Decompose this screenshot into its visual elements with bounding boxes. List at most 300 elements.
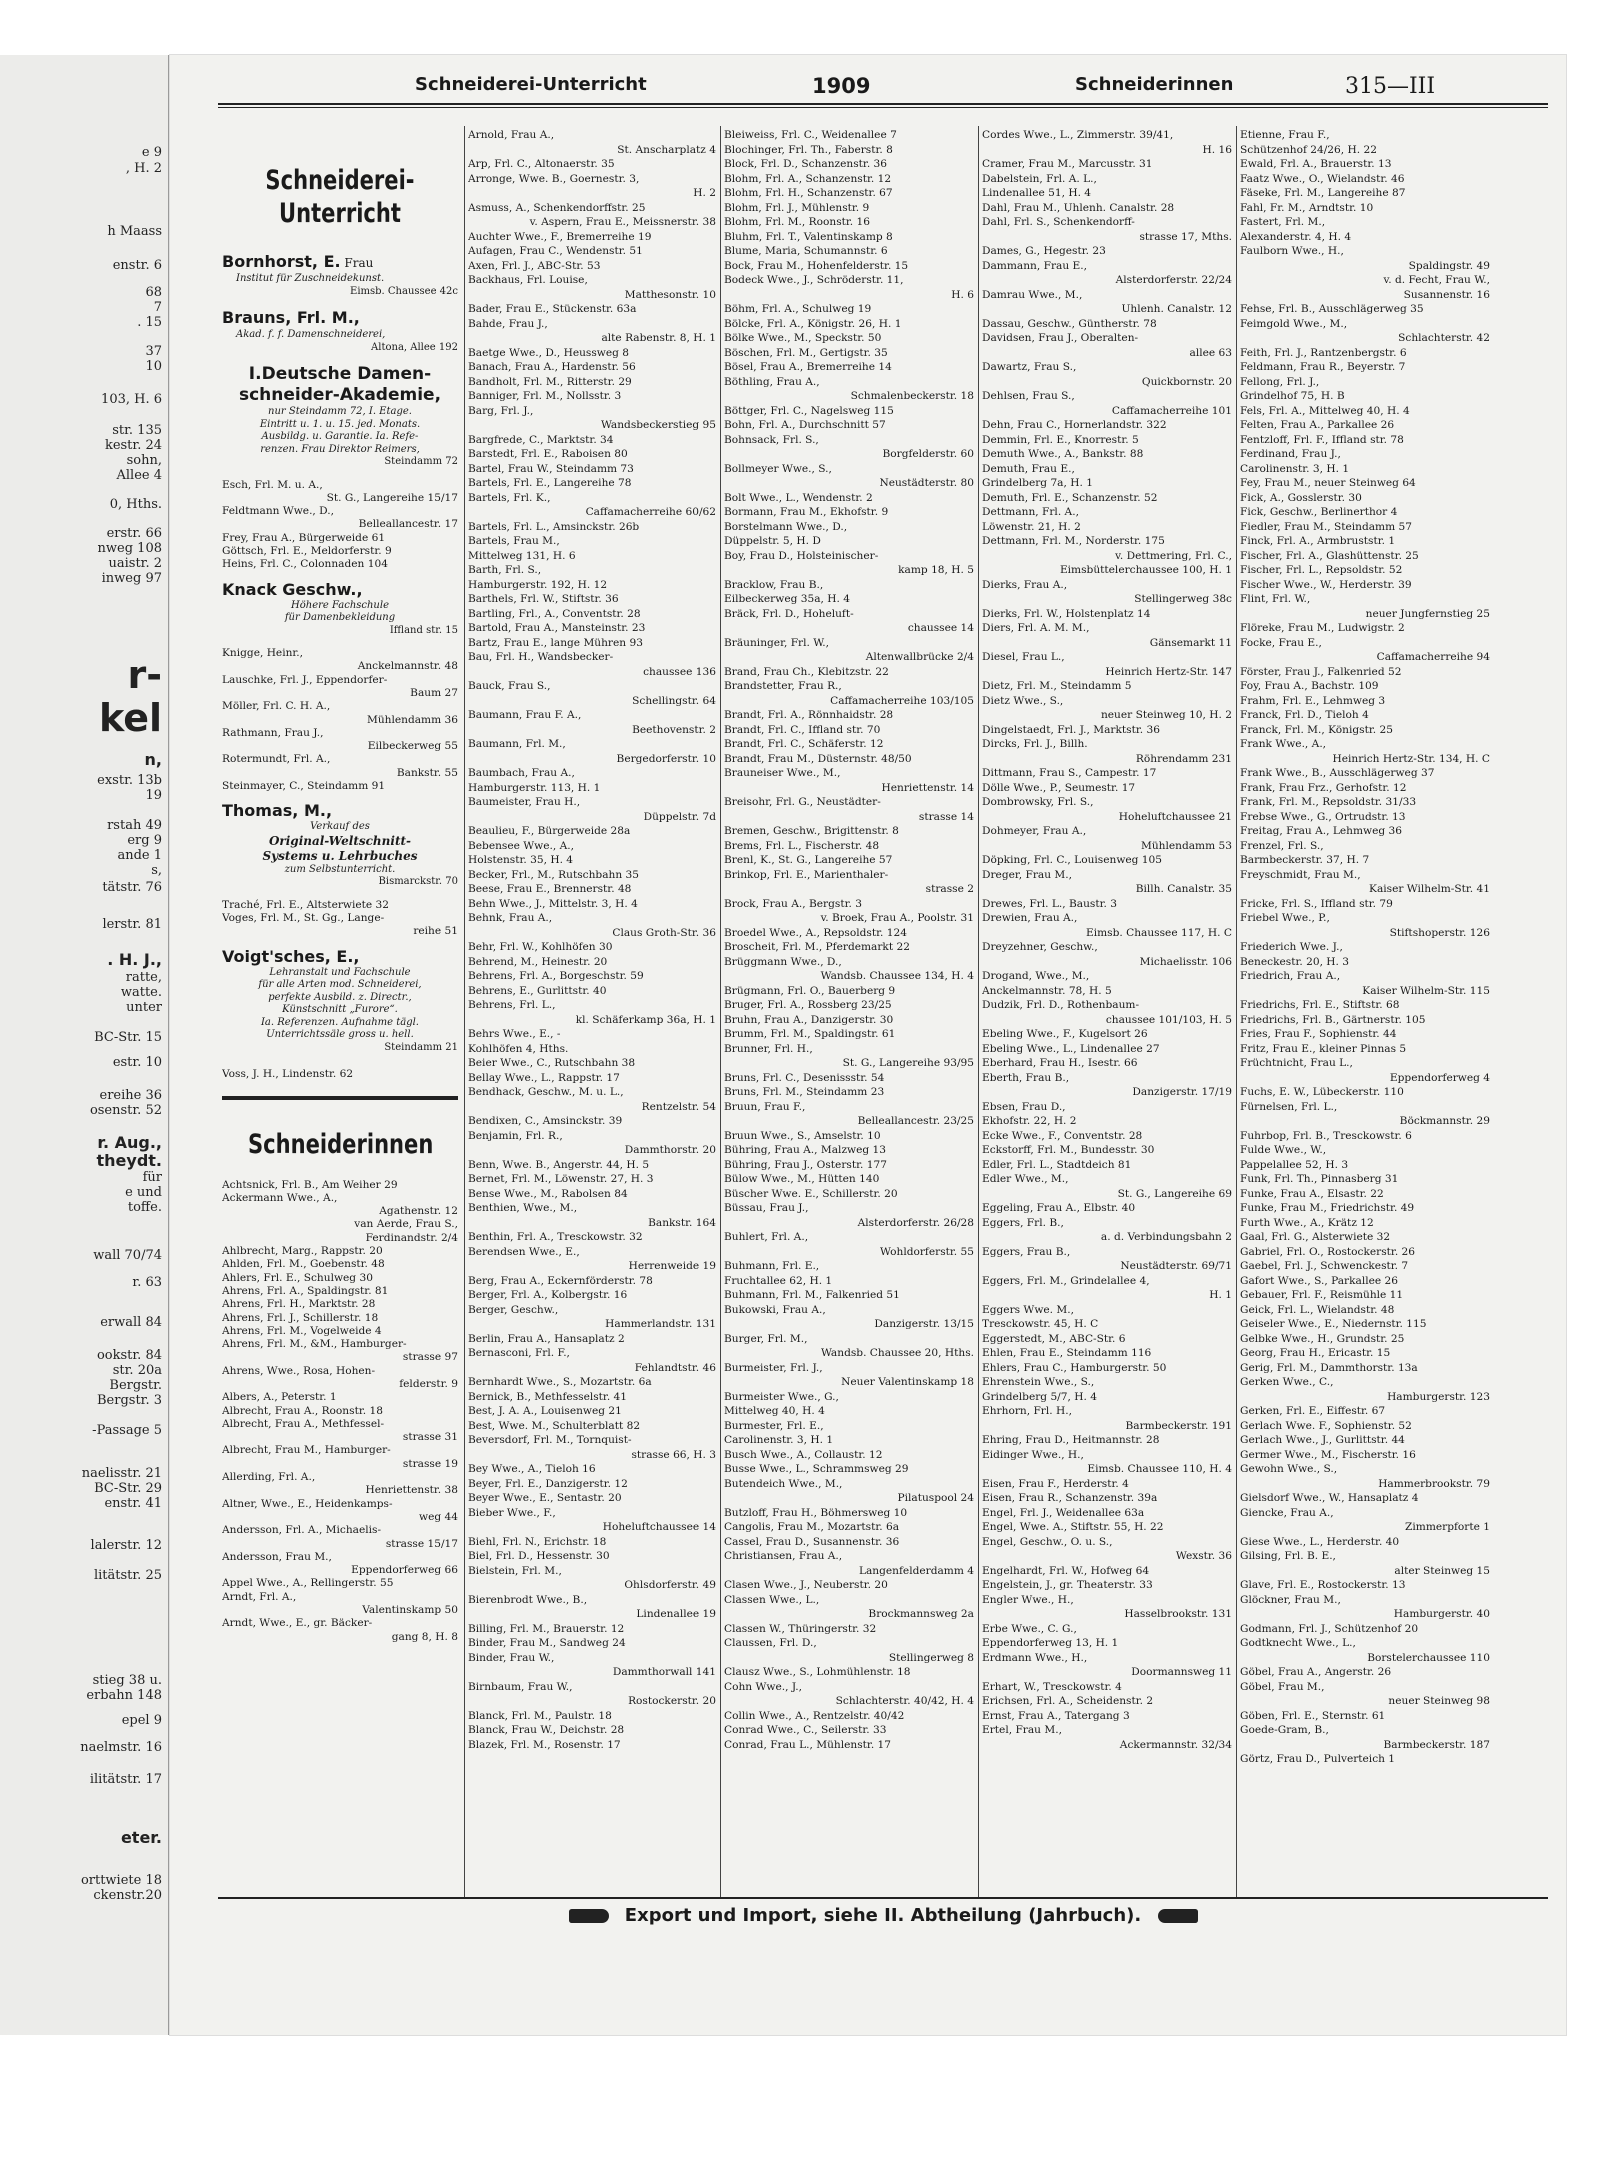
directory-entry: Claussen, Frl. D.,	[724, 1637, 817, 1649]
directory-entry: Blohm, Frl. H., Schanzenstr. 67	[724, 187, 893, 199]
directory-entry: Georg, Frau H., Ericastr. 15	[1240, 1347, 1391, 1359]
directory-entry: Bruun, Frau F.,	[724, 1100, 806, 1113]
pointing-hand-right-icon	[569, 1909, 609, 1923]
directory-entry: Eggeling, Frau A., Elbstr. 40	[982, 1202, 1136, 1214]
directory-entry: Drogand, Wwe., M.,	[982, 970, 1090, 982]
directory-entry: Hamburgerstr. 113, H. 1	[468, 781, 601, 794]
prev-page-fragment: str. 20a	[112, 1363, 162, 1378]
prev-page-fragment: 37	[145, 344, 162, 359]
directory-entry: Fastert, Frl. M.,	[1240, 216, 1326, 228]
directory-entry: v. d. Fecht, Frau W.,	[1383, 274, 1490, 286]
footer-rule	[218, 1897, 1548, 1899]
directory-entry: Bartels, Frl. K.,	[468, 491, 551, 504]
directory-entry: Fehlandtstr. 46	[634, 1361, 716, 1374]
advert-line: für Damenbekleidung	[284, 612, 396, 624]
advert-line: Iffland str. 15	[389, 624, 458, 636]
directory-entry: Danzigerstr. 17/19	[1132, 1086, 1232, 1098]
directory-entry: Bollmeyer Wwe., S.,	[724, 462, 832, 475]
directory-entry: Feldmann, Frau R., Beyerstr. 7	[1240, 361, 1406, 373]
directory-entry: Belleallancestr. 23/25	[857, 1115, 974, 1127]
directory-entry: Fick, A., Gosslerstr. 30	[1240, 491, 1362, 504]
directory-entry: Friebel Wwe., P.,	[1240, 912, 1330, 924]
header-rule	[218, 103, 1548, 105]
directory-entry: Dettmann, Frl. A.,	[982, 506, 1079, 518]
directory-entry: Berendsen Wwe., E.,	[468, 1245, 580, 1258]
directory-entry: Bau, Frl. H., Wandsbecker-	[468, 651, 614, 663]
directory-entry: Demuth, Frl. E., Schanzenstr. 52	[982, 491, 1158, 504]
directory-entry: Wohldorferstr. 55	[879, 1245, 974, 1258]
directory-entry: strasse 14	[918, 810, 974, 823]
directory-entry: Wandsb. Chaussee 20, Hths.	[820, 1347, 974, 1359]
directory-entry: Beaulieu, F., Bürgerweide 28a	[468, 825, 631, 837]
prev-page-fragment: toffe.	[127, 1200, 162, 1215]
directory-entry: Blanck, Frau W., Deichstr. 28	[468, 1724, 625, 1736]
directory-entry: Frebse Wwe., G., Ortrudstr. 13	[1240, 810, 1406, 823]
directory-entry: Baumeister, Frau H.,	[468, 796, 581, 808]
directory-entry: weg 44	[419, 1510, 458, 1523]
directory-entry: Rathmann, Frau J.,	[222, 726, 324, 739]
directory-entry: Eggers, Frl. M., Grindelallee 4,	[982, 1274, 1150, 1287]
directory-entry: Göbel, Frau A., Angerstr. 26	[1240, 1666, 1392, 1678]
directory-entry: Ahrens, Frl. A., Spaldingstr. 81	[222, 1284, 389, 1297]
directory-entry: Fruchtallee 62, H. 1	[724, 1274, 833, 1287]
directory-entry: Classen W., Thüringerstr. 32	[724, 1622, 877, 1635]
directory-entry: Frank Wwe., B., Ausschlägerweg 37	[1240, 767, 1435, 779]
advert-line: Altona, Allee 192	[371, 341, 458, 353]
directory-entry: Eppendorferweg 13, H. 1	[982, 1637, 1119, 1649]
pointing-hand-left-icon	[1158, 1909, 1198, 1923]
directory-entry: Eisen, Frau R., Schanzenstr. 39a	[982, 1492, 1158, 1504]
directory-entry: Bartels, Frl. E., Langereihe 78	[468, 477, 632, 489]
directory-entry: Düppelstr. 5, H. D	[724, 535, 821, 547]
directory-entry: H. 2	[693, 187, 716, 199]
directory-entry: Benjamin, Frl. R.,	[468, 1129, 563, 1142]
directory-entry: Ertel, Frau M.,	[982, 1724, 1062, 1736]
directory-entry: Gafort Wwe., S., Parkallee 26	[1240, 1274, 1399, 1287]
prev-page-fragment: . H. J.,	[107, 950, 162, 969]
directory-entry: Bendixen, C., Amsinckstr. 39	[468, 1115, 623, 1127]
directory-entry: chaussee 136	[643, 665, 716, 678]
directory-entry: St. Anscharplatz 4	[617, 143, 716, 156]
directory-entry: Bierenbrodt Wwe., B.,	[468, 1593, 588, 1606]
directory-entry: Barg, Frl. J.,	[468, 404, 534, 417]
directory-entry: Franck, Frl. D., Tieloh 4	[1240, 709, 1369, 721]
directory-entry: Göbel, Frau M.,	[1240, 1680, 1325, 1693]
directory-entry: Böckmannstr. 29	[1399, 1115, 1490, 1127]
advert-name-suffix: Frau	[340, 256, 374, 270]
directory-entry: Fiedler, Frau M., Steindamm 57	[1240, 520, 1412, 533]
directory-entry: strasse 97	[402, 1351, 458, 1364]
directory-entry: reihe 51	[413, 925, 458, 938]
prev-page-fragment: wall 70/74	[93, 1248, 162, 1263]
directory-entry: Eilbeckerweg 35a, H. 4	[724, 593, 850, 605]
prev-page-fragment: sohn,	[126, 453, 162, 468]
directory-entry: Barmbeckerstr. 37, H. 7	[1240, 854, 1370, 866]
directory-entry: Ahlbrecht, Marg., Rappstr. 20	[222, 1245, 383, 1258]
directory-entry: Büscher Wwe. E., Schillerstr. 20	[724, 1187, 898, 1200]
directory-entry: Friedrichs, Frl. E., Stiftstr. 68	[1240, 999, 1400, 1011]
prev-page-fragment: estr. 10	[112, 1055, 162, 1070]
directory-entry: Barmbeckerstr. 187	[1383, 1738, 1490, 1751]
directory-entry: Ernst, Frau A., Tatergang 3	[982, 1709, 1130, 1722]
directory-entry: Eggerstedt, M., ABC-Str. 6	[982, 1332, 1126, 1345]
prev-page-fragment: e 9	[141, 145, 162, 160]
directory-entry: Behrens, Frl. A., Borgeschstr. 59	[468, 970, 644, 982]
directory-entry: Rostockerstr. 20	[628, 1695, 716, 1707]
directory-entry: v. Dettmering, Frl. C.,	[1115, 549, 1232, 562]
directory-entry: Furth Wwe., A., Krätz 12	[1240, 1216, 1374, 1229]
directory-entry: Ewald, Frl. A., Brauerstr. 13	[1240, 158, 1392, 170]
directory-entry: Alsterdorferstr. 26/28	[857, 1216, 974, 1229]
prev-page-fragment: 68	[145, 285, 162, 300]
directory-entry: Gerig, Frl. M., Dammthorstr. 13a	[1240, 1361, 1418, 1374]
directory-entry: Ahrens, Frl. H., Marktstr. 28	[222, 1298, 376, 1311]
prev-page-fragment: kel	[98, 696, 162, 740]
directory-entry: Busch Wwe., A., Collaustr. 12	[724, 1448, 883, 1461]
directory-entry: Beversdorf, Frl. M., Tornquist-	[468, 1434, 632, 1446]
directory-entry: Heinrich Hertz-Str. 134, H. C	[1332, 752, 1490, 765]
directory-entry: Bolt Wwe., L., Wendenstr. 2	[724, 491, 873, 504]
directory-entry: Engel, Wwe. A., Stiftstr. 55, H. 22	[982, 1521, 1164, 1533]
directory-entry: Frank, Frau Frz., Gerhofstr. 12	[1240, 781, 1407, 794]
directory-entry: Carolinenstr. 3, H. 1	[1240, 462, 1350, 475]
prev-page-fragment: uaistr. 2	[108, 556, 162, 571]
directory-entry: Blohm, Frl. A., Schanzenstr. 12	[724, 172, 892, 185]
directory-entry: strasse 31	[402, 1431, 458, 1444]
directory-entry: Funke, Frau M., Friedrichstr. 49	[1240, 1202, 1415, 1214]
directory-entry: Birnbaum, Frau W.,	[468, 1680, 573, 1693]
directory-entry: Brems, Frl. L., Fischerstr. 48	[724, 839, 880, 852]
directory-entry: Bruger, Frl. A., Rossberg 23/25	[724, 999, 892, 1011]
column-1-schneiderei-unterricht	[222, 128, 458, 1898]
directory-entry: Fuchs, E. W., Lübeckerstr. 110	[1240, 1086, 1404, 1098]
directory-entry: Förster, Frau J., Falkenried 52	[1240, 665, 1402, 678]
directory-entry: Eppendorferweg 66	[351, 1564, 458, 1577]
directory-entry: Edler Wwe., M.,	[982, 1173, 1069, 1185]
directory-entry: Mittelweg 131, H. 6	[468, 549, 576, 562]
directory-entry: Holstenstr. 35, H. 4	[468, 854, 574, 866]
directory-entry: Pilatuspool 24	[897, 1492, 974, 1504]
directory-entry: Feimgold Wwe., M.,	[1240, 317, 1348, 330]
prev-page-fragment: 0, Hths.	[109, 497, 162, 512]
directory-entry: Ecke Wwe., F., Conventstr. 28	[982, 1129, 1143, 1142]
advert-line: zum Selbstunterricht.	[284, 863, 396, 875]
column-divider	[978, 126, 979, 1898]
directory-entry: Bartels, Frau M.,	[468, 535, 560, 547]
directory-entry: Gewohn Wwe., S.,	[1240, 1463, 1338, 1475]
directory-entry: Bodeck Wwe., J., Schröderstr. 11,	[724, 274, 904, 286]
directory-entry: Bruhn, Frau A., Danzigerstr. 30	[724, 1013, 894, 1026]
directory-entry: Beyer Wwe., E., Sentastr. 20	[468, 1492, 622, 1504]
advert-block	[222, 252, 458, 298]
prev-page-fragment: stieg 38 u.	[92, 1673, 162, 1688]
directory-entry: Bösel, Frau A., Bremerreihe 14	[724, 361, 892, 373]
directory-entry: Gelbke Wwe., H., Grundstr. 25	[1240, 1332, 1405, 1345]
prev-page-fragment: ookstr. 84	[96, 1348, 162, 1363]
prev-page-fragment: nweg 108	[97, 541, 162, 556]
directory-entry: Behnk, Frau A.,	[468, 912, 553, 924]
directory-entry: Bargfrede, C., Marktstr. 34	[468, 433, 614, 446]
directory-entry: Ekhofstr. 22, H. 2	[982, 1115, 1077, 1127]
directory-entry: felderstr. 9	[399, 1377, 458, 1390]
directory-entry: Beneckestr. 20, H. 3	[1240, 955, 1350, 968]
directory-entry: Arnold, Frau A.,	[468, 129, 555, 141]
directory-entry: Kohlhöfen 4, Hths.	[468, 1042, 569, 1055]
directory-entry: Geiseler Wwe., E., Niedernstr. 115	[1240, 1318, 1427, 1330]
directory-entry: Eberth, Frau B.,	[982, 1071, 1070, 1084]
directory-entry: St. G., Langereihe 93/95	[842, 1057, 974, 1069]
directory-entry: Eggers, Frl. B.,	[982, 1216, 1064, 1229]
advert-voigt	[222, 947, 458, 1055]
directory-entry: Albrecht, Frau A., Roonstr. 18	[222, 1404, 383, 1417]
directory-entry: Ackermannstr. 32/34	[1119, 1738, 1232, 1751]
directory-entry: Drewien, Frau A.,	[982, 912, 1078, 924]
directory-entry: Ebeling Wwe., L., Lindenallee 27	[982, 1042, 1160, 1055]
directory-entry: Butzloff, Frau H., Böhmersweg 10	[724, 1506, 908, 1519]
directory-entry: Ahrens, Wwe., Rosa, Hohen-	[222, 1364, 376, 1377]
directory-entry: Buhmann, Frl. E.,	[724, 1260, 820, 1272]
directory-entry: Uhlenh. Canalstr. 12	[1121, 303, 1232, 315]
directory-entry: Frenzel, Frl. S.,	[1240, 839, 1324, 852]
directory-entry: Giencke, Frau A.,	[1240, 1506, 1334, 1519]
directory-entry: Caffamacherreihe 103/105	[830, 694, 974, 707]
directory-entry: Christiansen, Frau A.,	[724, 1550, 843, 1562]
prev-page-fragment: lerstr. 81	[102, 917, 162, 932]
directory-entry: Stellingerweg 8	[888, 1651, 974, 1664]
directory-entry: Kaiser Wilhelm-Str. 41	[1369, 883, 1490, 895]
directory-entry: Dietz Wwe., S.,	[982, 694, 1064, 707]
directory-entry: Lindenallee 19	[636, 1608, 716, 1620]
section-title-schneiderinnen: Schneiderinnen	[247, 1128, 434, 1160]
directory-entry: Gerken, Frl. E., Eiffestr. 67	[1240, 1405, 1386, 1417]
directory-entry: Valentinskamp 50	[362, 1604, 458, 1617]
directory-entry: Brumm, Frl. M., Spaldingstr. 61	[724, 1028, 896, 1040]
directory-entry: Benthin, Frl. A., Tresckowstr. 32	[468, 1231, 643, 1243]
directory-entry: Benthien, Wwe., M.,	[468, 1202, 578, 1214]
directory-entry: Baum 27	[410, 686, 458, 699]
advert-line: nur Steindamm 72, I. Etage.	[268, 406, 412, 417]
prev-page-fragment: Allee 4	[116, 468, 162, 483]
directory-entry: Bankstr. 164	[648, 1216, 716, 1229]
prev-page-fragment: Bergstr. 3	[97, 1393, 162, 1408]
directory-entry: Bernasconi, Frl. F.,	[468, 1347, 570, 1359]
directory-entry: Beyer, Frl. E., Danzigerstr. 12	[468, 1477, 628, 1490]
directory-entry: Gerken Wwe., C.,	[1240, 1376, 1334, 1388]
advert-line: Steindamm 72	[384, 456, 458, 467]
prev-page-fragment: exstr. 13b	[97, 773, 162, 788]
directory-entry: Fischer Wwe., W., Herderstr. 39	[1240, 578, 1412, 591]
directory-entry: Albrecht, Frau M., Hamburger-	[222, 1444, 391, 1457]
directory-entry: Berg, Frau A., Eckernförderstr. 78	[468, 1274, 653, 1287]
directory-entry: Brand, Frau Ch., Klebitzstr. 22	[724, 665, 889, 678]
prev-page-fragment: . 15	[137, 315, 162, 330]
directory-entry: Busse Wwe., L., Schrammsweg 29	[724, 1463, 909, 1475]
prev-page-fragment: watte.	[120, 985, 162, 1000]
directory-entry: Eisen, Frau F., Herderstr. 4	[982, 1477, 1129, 1490]
directory-entry: Engel, Geschw., O. u. S.,	[982, 1535, 1113, 1548]
directory-entry: Döpking, Frl. C., Louisenweg 105	[982, 854, 1163, 866]
directory-entry: H. 16	[1202, 143, 1232, 156]
directory-entry: Dittmann, Frau S., Campestr. 17	[982, 767, 1157, 779]
directory-entry: Heinrich Hertz-Str. 147	[1105, 665, 1232, 678]
directory-entry: chaussee 101/103, H. 5	[1105, 1013, 1232, 1026]
directory-entry: Alsterdorferstr. 22/24	[1115, 274, 1232, 286]
directory-entry: Albers, A., Peterstr. 1	[222, 1391, 337, 1404]
directory-entry: Bebensee Wwe., A.,	[468, 839, 574, 852]
directory-entry: Fentzloff, Frl. F., Iffland str. 78	[1240, 433, 1404, 446]
directory-entry: Bieber Wwe., F.,	[468, 1506, 556, 1519]
directory-entry: Damrau Wwe., M.,	[982, 288, 1083, 301]
directory-entry: Herrenweide 19	[628, 1260, 716, 1272]
directory-entry: Ehrenstein Wwe., S.,	[982, 1376, 1095, 1388]
directory-entry: Blazek, Frl. M., Rosenstr. 17	[468, 1738, 621, 1751]
directory-entry: Dudzik, Frl. D., Rothenbaum-	[982, 999, 1140, 1011]
directory-entry: Buhmann, Frl. M., Falkenried 51	[724, 1289, 900, 1301]
directory-entry: neuer Steinweg 98	[1388, 1695, 1490, 1707]
prev-page-fragment: e und	[125, 1185, 162, 1200]
directory-entry: Giese Wwe., L., Herderstr. 40	[1240, 1535, 1400, 1548]
directory-entry: Eimsbüttelerchaussee 100, H. 1	[1059, 564, 1232, 576]
directory-entry: Bräuninger, Frl. W.,	[724, 636, 830, 649]
directory-entry: Becker, Frl., M., Rutschbahn 35	[468, 868, 640, 881]
directory-entry: Stellingerweg 38c	[1134, 593, 1232, 605]
directory-entry: Dammthorwall 141	[612, 1666, 716, 1678]
directory-entry: Baumbach, Frau A.,	[468, 767, 575, 779]
directory-entry: Bühring, Frau A., Malzweg 13	[724, 1144, 886, 1156]
directory-entry: Bruns, Frl. M., Steindamm 23	[724, 1086, 885, 1098]
directory-entry: Dawartz, Frau S.,	[982, 361, 1077, 373]
directory-entry: Demuth, Frau E.,	[982, 462, 1075, 475]
directory-entry: Funk, Frl. Th., Pinnasberg 31	[1240, 1173, 1399, 1185]
directory-entry: Röhrendamm 231	[1135, 752, 1232, 765]
directory-entry: Eidinger Wwe., H.,	[982, 1448, 1084, 1461]
directory-entry: strasse 15/17	[385, 1537, 458, 1550]
column-3	[724, 128, 974, 1898]
directory-entry: Conrad Wwe., C., Seilerstr. 33	[724, 1724, 887, 1736]
directory-entry: Engelhardt, Frl. W., Hofweg 64	[982, 1564, 1150, 1577]
directory-entry: Behrens, Frl. L.,	[468, 999, 556, 1011]
prev-page-fragment: 10	[145, 359, 162, 374]
directory-entry: Asmuss, A., Schenkendorffstr. 25	[468, 201, 646, 214]
directory-entry: Classen Wwe., L.,	[724, 1593, 820, 1606]
directory-entry: Allerding, Frl. A.,	[222, 1471, 316, 1484]
directory-entry: Bense Wwe., M., Rabolsen 84	[468, 1187, 628, 1200]
prev-page-fragment: Bergstr.	[109, 1378, 162, 1393]
prev-page-fragment: enstr. 6	[112, 258, 162, 273]
directory-entry: Wandsb. Chaussee 134, H. 4	[820, 970, 974, 982]
directory-entry: Faatz Wwe., O., Wielandstr. 46	[1240, 172, 1405, 185]
directory-entry: Bernet, Frl. M., Löwenstr. 27, H. 3	[468, 1173, 654, 1185]
directory-entry: Brandt, Frl. C., Schäferstr. 12	[724, 738, 884, 750]
directory-entry: Bernhardt Wwe., S., Mozartstr. 6a	[468, 1376, 652, 1388]
directory-entry: Breisohr, Frl. G., Neustädter-	[724, 796, 881, 808]
directory-entry: Albrecht, Frau A., Methfessel-	[222, 1417, 385, 1430]
footer-text: Export und Import, siehe II. Abtheilung (Jahrbuch).	[624, 1905, 1142, 1926]
directory-entry: Erdmann Wwe., H.,	[982, 1651, 1088, 1664]
directory-entry: Burmester, Frl. E.,	[724, 1419, 824, 1432]
directory-entry: Borgfelderstr. 60	[882, 448, 974, 460]
directory-entry: Dingelstaedt, Frl. J., Marktstr. 36	[982, 723, 1160, 736]
directory-entry: Hamburgerstr. 40	[1393, 1608, 1490, 1620]
advert-thomas	[222, 801, 458, 889]
directory-entry: Erhart, W., Tresckowstr. 4	[982, 1680, 1122, 1693]
directory-entry: Geick, Frl. L., Wielandstr. 48	[1240, 1303, 1395, 1316]
directory-entry: Wexstr. 36	[1175, 1550, 1232, 1562]
directory-entry: neuer Steinweg 10, H. 2	[1100, 709, 1232, 721]
column-5	[1240, 128, 1490, 1898]
directory-entry: Arp, Frl. C., Altonaerstr. 35	[468, 158, 615, 170]
advert-line: Eimsb. Chaussee 42c	[350, 285, 458, 297]
advert-akademie	[222, 364, 458, 469]
prev-page-fragment: s,	[151, 863, 162, 878]
directory-entry: Agathenstr. 12	[379, 1205, 458, 1218]
directory-entry: Beethovenstr. 2	[632, 723, 716, 736]
advert-line: Akad. f. f. Damenschneiderei,	[236, 329, 386, 340]
directory-entry: Fahl, Fr. M., Arndtstr. 10	[1240, 201, 1374, 214]
directory-entry: Hammerbrookstr. 79	[1378, 1477, 1490, 1490]
running-header-left: Schneiderei-Unterricht	[415, 74, 647, 95]
directory-entry: Germer Wwe., M., Fischerstr. 16	[1240, 1448, 1416, 1461]
directory-entry: Hamburgerstr. 123	[1387, 1390, 1490, 1403]
directory-entry: Bohnsack, Frl. S.,	[724, 433, 819, 446]
directory-entry: Ahlden, Frl. M., Goebenstr. 48	[222, 1258, 385, 1271]
directory-entry: Brügmann, Frl. O., Bauerberg 9	[724, 984, 896, 997]
advert-name: Knack Geschw.,	[222, 579, 363, 599]
directory-entry: Bahde, Frau J.,	[468, 317, 548, 330]
prev-page-fragment: osenstr. 52	[89, 1103, 162, 1118]
directory-entry: Feldtmann Wwe., D.,	[222, 505, 335, 518]
prev-page-fragment: kestr. 24	[104, 438, 162, 453]
directory-entry: Burmeister, Frl. J.,	[724, 1361, 823, 1374]
directory-entry: Goede-Gram, B.,	[1240, 1724, 1329, 1736]
directory-entry: Grindelhof 75, H. B	[1240, 390, 1345, 402]
directory-entry: Gielsdorf Wwe., W., Hansaplatz 4	[1240, 1492, 1419, 1504]
directory-entry: Bielstein, Frl. M.,	[468, 1564, 562, 1577]
prev-page-fragment: BC-Str. 15	[94, 1030, 162, 1045]
directory-entry: Backhaus, Frl. Louise,	[468, 274, 588, 286]
directory-entry: Spaldingstr. 49	[1408, 259, 1490, 272]
directory-entry: strasse 19	[402, 1457, 458, 1470]
directory-entry: Brandt, Frau M., Düsternstr. 48/50	[724, 752, 912, 765]
directory-entry: Schützenhof 24/26, H. 22	[1240, 143, 1377, 156]
directory-entry: Flöreke, Frau M., Ludwigstr. 2	[1240, 622, 1405, 634]
directory-entry: H. 1	[1209, 1289, 1232, 1301]
directory-entry: Gaebel, Frl. J., Schwenckestr. 7	[1240, 1260, 1409, 1272]
prev-page-fragment: h Maass	[107, 224, 162, 239]
directory-entry: Brauneiser Wwe., M.,	[724, 767, 841, 779]
directory-entry: Anckelmannstr. 78, H. 5	[982, 984, 1112, 997]
directory-entry: Behn Wwe., J., Mittelstr. 3, H. 4	[468, 897, 638, 910]
directory-entry: Barth, Frl. S.,	[468, 564, 542, 576]
directory-entry: Billing, Frl. M., Brauerstr. 12	[468, 1622, 625, 1635]
prev-page-fragment: litätstr. 25	[93, 1568, 162, 1583]
directory-entry: Susannenstr. 16	[1403, 288, 1490, 301]
directory-entry: Voges, Frl. M., St. Gg., Lange-	[222, 912, 385, 925]
directory-entry: Brock, Frau A., Bergstr. 3	[724, 897, 862, 910]
directory-entry: Blanck, Frl. M., Paulstr. 18	[468, 1709, 612, 1722]
directory-entry: Barthels, Frl. W., Stiftstr. 36	[468, 593, 619, 605]
advert-line: für alle Arten mod. Schneiderei,	[258, 979, 422, 991]
directory-entry: Brandt, Frl. A., Rönnhaidstr. 28	[724, 709, 894, 721]
advert-line: perfekte Ausbild. z. Directr.,	[268, 991, 412, 1003]
advert-line: Ausbildg. u. Garantie. Ia. Refe-	[261, 431, 419, 442]
prev-page-fragment: 19	[145, 788, 162, 803]
directory-entry: Biel, Frl. D., Hessenstr. 30	[468, 1550, 610, 1562]
directory-entry: Schlachterstr. 42	[1398, 332, 1490, 344]
directory-entry: Ebeling Wwe., F., Kugelsort 26	[982, 1028, 1148, 1040]
prev-page-fragment: ilitätstr. 17	[89, 1772, 162, 1787]
directory-entry: Feith, Frl. J., Rantzenbergstr. 6	[1240, 346, 1407, 359]
